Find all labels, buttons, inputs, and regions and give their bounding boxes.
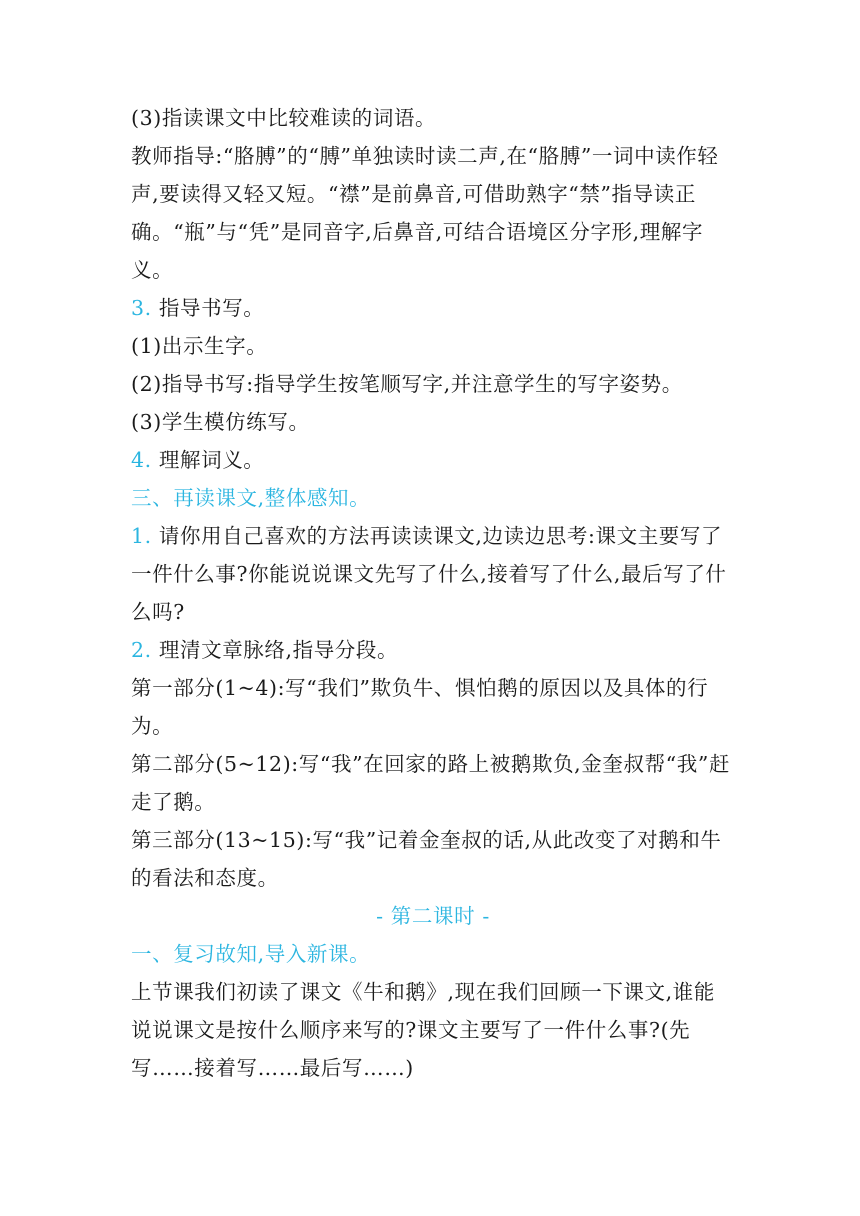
text: 第一部分(1~4):写“我们”欺负牛、惧怕鹅的原因以及具体的行为。 [131,676,709,738]
item-number: 2. [131,638,152,662]
document-body [131,99,735,1087]
text: (3)指读课文中比较难读的词语。 [131,106,437,130]
paragraph-part-one [131,669,735,745]
item-number: 1. [131,524,152,548]
paragraph-part-three [131,821,735,897]
item-writing-guidance [131,289,735,327]
text: (3)学生模仿练写。 [131,410,310,434]
paragraph-practice-writing [131,403,735,441]
text: 上节课我们初读了课文《牛和鹅》,现在我们回顾一下课文,谁能说说课文是按什么顺序来写的?课文主要写了一件什么事?(先写……接着写……最后写……) [131,980,715,1080]
text: (1)出示生字。 [131,334,268,358]
item-text: 请你用自己喜欢的方法再读读课文,边读边思考:课文主要写了一件什么事?你能说说课文先写了什么,接着写了什么,最后写了什么吗? [131,524,727,624]
paragraph-show-characters [131,327,735,365]
item-word-meaning [131,441,735,479]
item-reread-question [131,517,735,631]
paragraph-read-difficult-words [131,99,735,137]
item-text: 指导书写。 [158,296,265,320]
heading-review: 一、复习故知,导入新课。 [131,942,371,966]
item-text: 理清文章脉络,指导分段。 [158,638,399,662]
item-structure [131,631,735,669]
paragraph-review-intro [131,973,735,1087]
text: 教师指导:“胳膊”的“膊”单独读时读二声,在“胳膊”一词中读作轻声,要读得又轻又短。“襟”是前鼻音,可借助熟字“禁”指导读正确。“瓶”与“凭”是同音字,后鼻音,可结合语境区分字形,理解字义。 [131,144,719,282]
item-number: 3. [131,296,152,320]
heading-reread: 三、再读课文,整体感知。 [131,486,371,510]
paragraph-part-two [131,745,735,821]
item-number: 4. [131,448,152,472]
paragraph-teacher-guidance [131,137,735,289]
paragraph-stroke-order [131,365,735,403]
item-text: 理解词义。 [158,448,265,472]
section-title-second-lesson: - 第二课时 - [376,904,490,928]
text: (2)指导书写:指导学生按笔顺写字,并注意学生的写字姿势。 [131,372,683,396]
text: 第二部分(5~12):写“我”在回家的路上被鹅欺负,金奎叔帮“我”赶走了鹅。 [131,752,731,814]
text: 第三部分(13~15):写“我”记着金奎叔的话,从此改变了对鹅和牛的看法和态度。 [131,828,722,890]
